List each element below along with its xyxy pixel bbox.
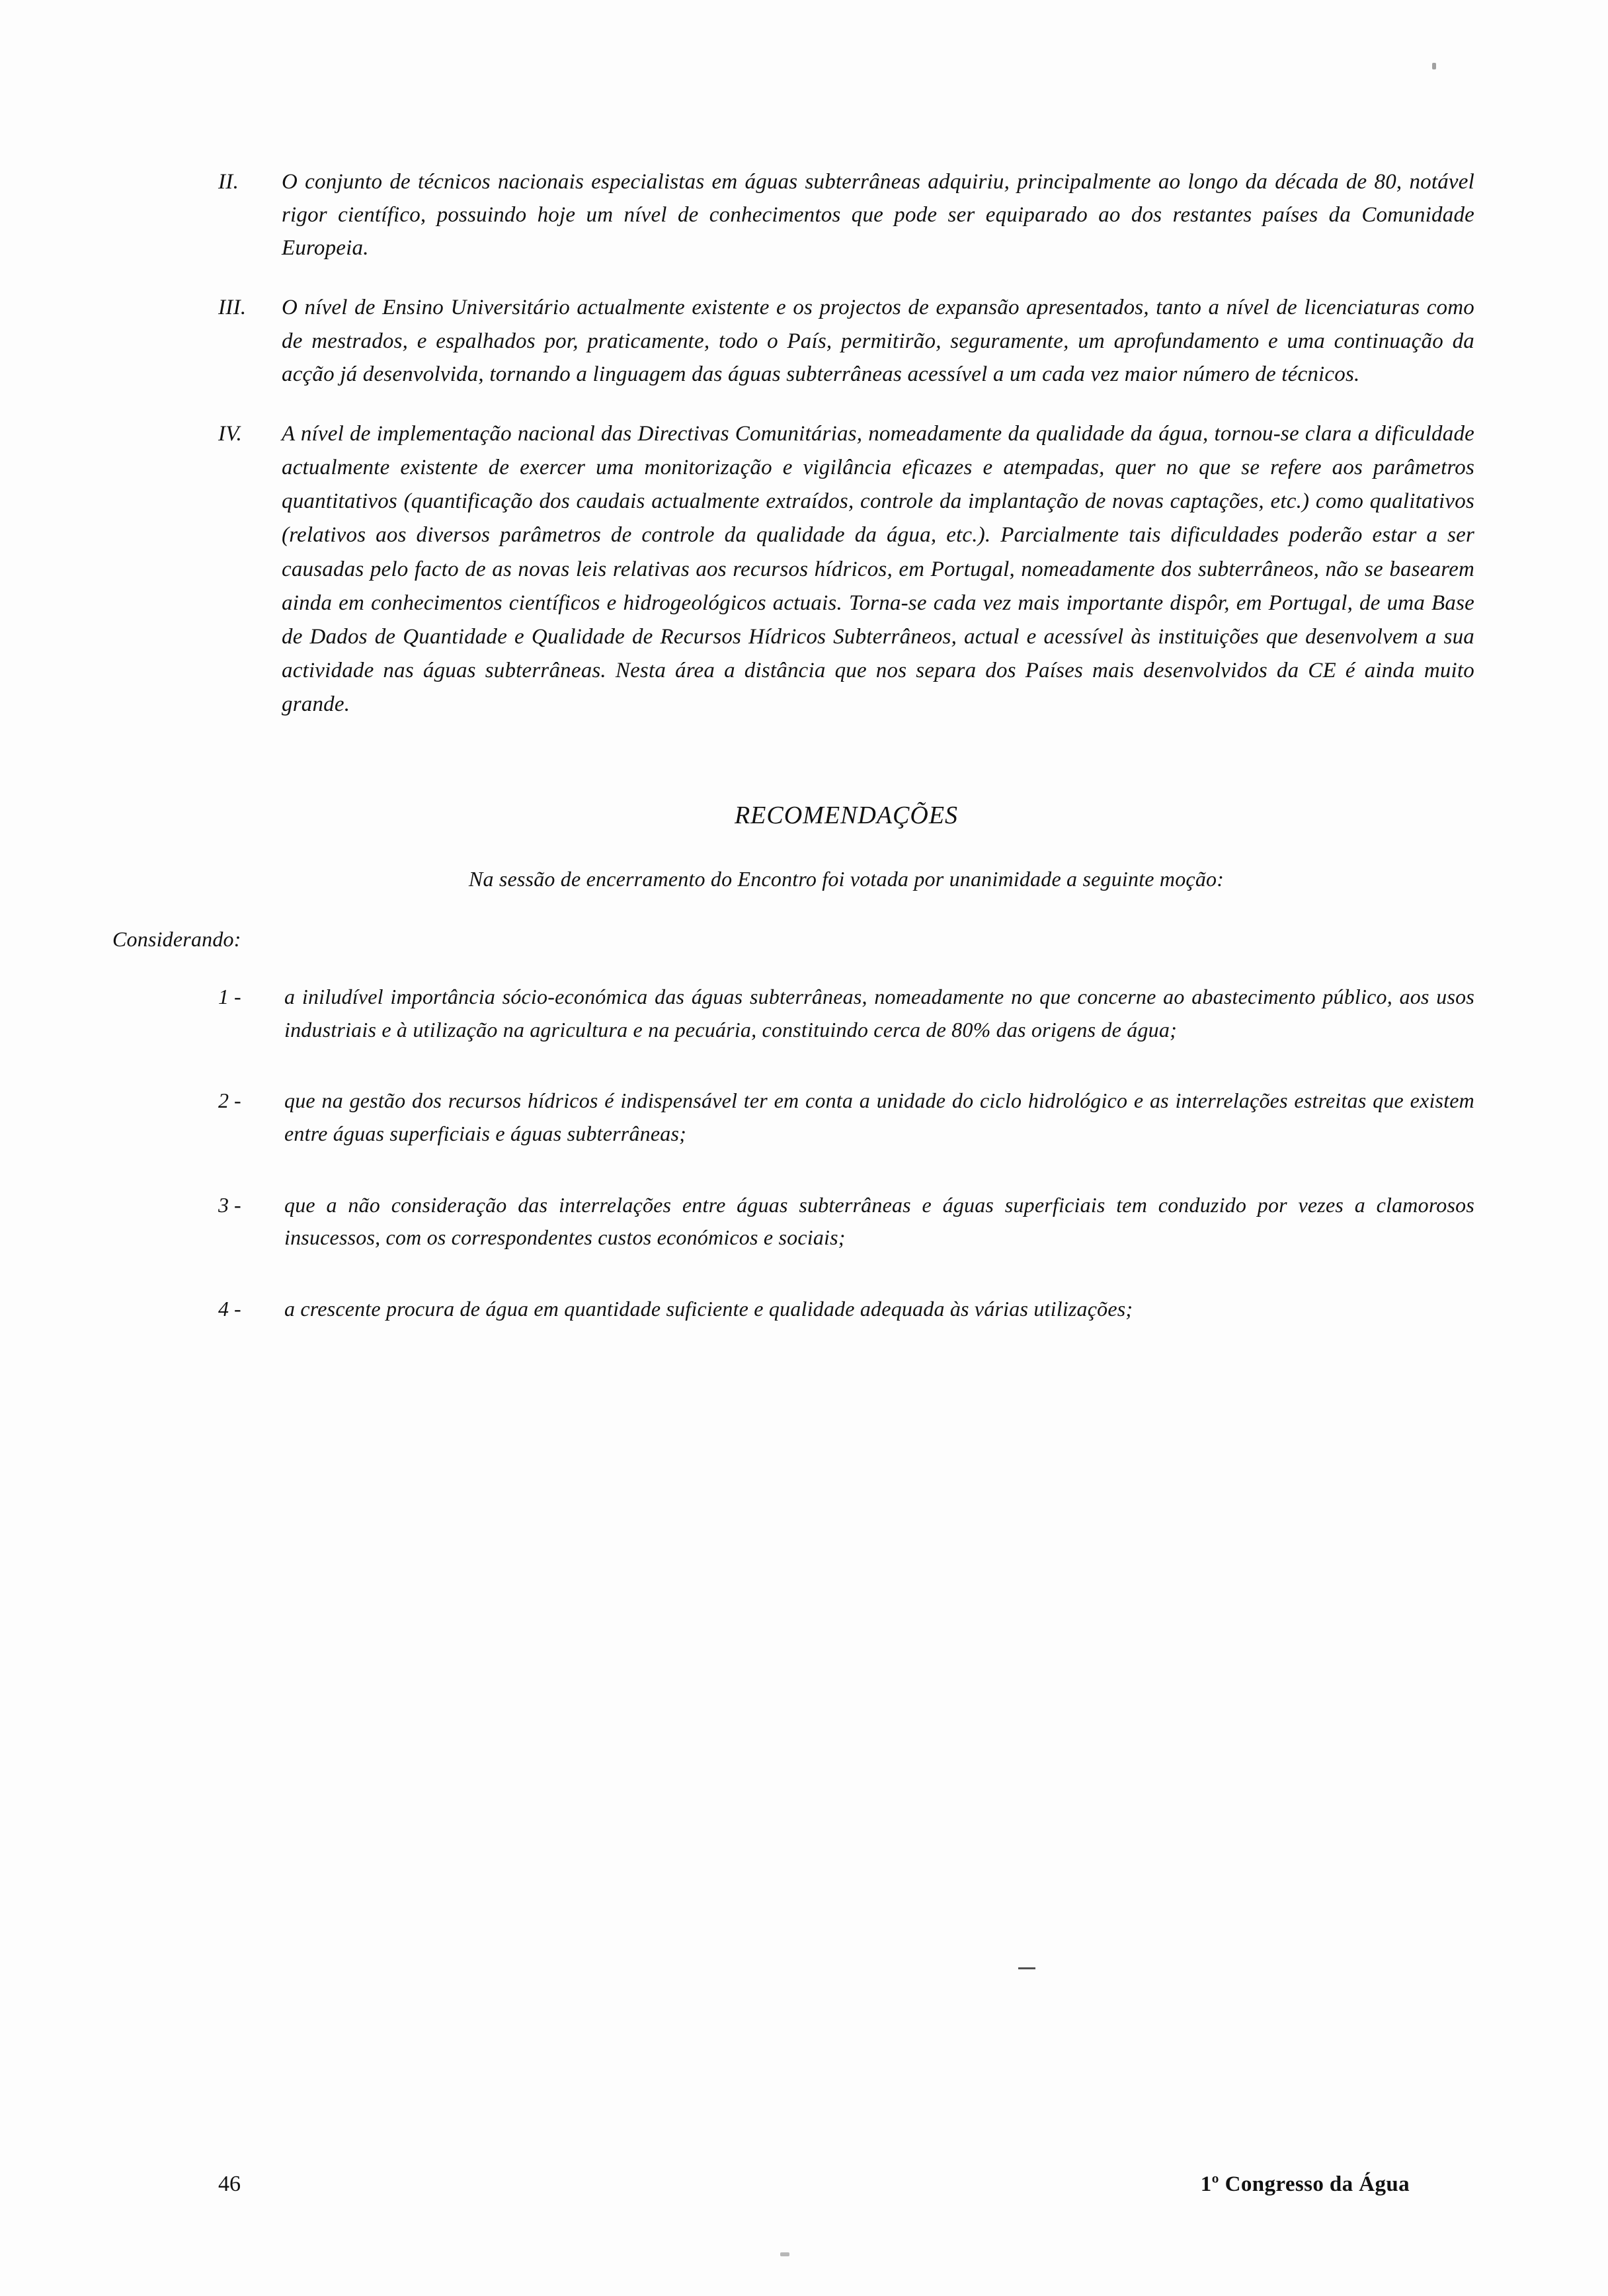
paragraph-marker: IV.	[218, 421, 243, 446]
list-item-marker: 3 -	[218, 1192, 241, 1217]
list-item	[218, 1189, 1474, 1254]
page-number: 46	[218, 2172, 241, 2196]
section-lead-text: Na sessão de encerramento do Encontro foi votada por unanimidade a seguinte moção:	[468, 867, 1225, 891]
scan-artifact-top	[1432, 63, 1436, 69]
list-item	[218, 981, 1474, 1046]
footer-conference-name: 1º Congresso da Água	[1200, 2172, 1410, 2196]
list-item-marker: 1 -	[218, 985, 241, 1009]
list-item-text: que na gestão dos recursos hídricos é indispensável ter em conta a unidade do ciclo hidrológico e as interrelações estreitas que existem entre águas superficiais e águas subterrâneas;	[284, 1088, 1474, 1145]
scan-artifact-bottom	[780, 2252, 789, 2256]
numbered-paragraph	[218, 165, 1474, 265]
paragraph-text: O nível de Ensino Universitário actualmente existente e os projectos de expansão apresentados, tanto a nível de licenciaturas como de mestrados, e espalhados por, praticamente, todo o País, permitirão, seguramente, um aprofundamento e uma continuação da acção já desenvolvida, tornando a linguagem das águas subterrâneas acessível a um cada vez maior número de técnicos.	[282, 296, 1474, 386]
list-item-text: que a não consideração das interrelações entre águas subterrâneas e águas superficiais tem conduzido por vezes a clamorosos insucessos, com os correspondentes custos económicos e sociais;	[284, 1192, 1474, 1250]
list-item	[218, 1293, 1474, 1326]
section-title: RECOMENDAÇÕES	[734, 801, 959, 830]
list-item-marker: 4 -	[218, 1296, 241, 1321]
numbered-paragraph	[218, 291, 1474, 390]
page-content	[112, 165, 1474, 1364]
paragraph-text: A nível de implementação nacional das Directivas Comunitárias, nomeadamente da qualidade da água, tornou-se clara a dificuldade actualmente existente de exercer uma monitorização e vigilância eficazes e atempadas, quer no que se refere aos parâmetros quantitativos (quantificação dos caudais actualmente extraídos, controle da implantação de novas captações, etc.) como qualitativos (relativos aos diversos parâmetros de controle da qualidade da água, etc.). Parcialmente tais dificuldades poderão estar a ser causadas pelo facto de as novas leis relativas aos recursos hídricos, em Portugal, nomeadamente dos subterrâneos, não se basearem ainda em conhecimentos científicos e hidrogeológicos actuais. Torna-se cada vez mais importante dispôr, em Portugal, de uma Base de Dados de Quantidade e Qualidade de Recursos Hídricos Subterrâneos, actual e acessível às instituições que desenvolvem a sua actividade nas águas subterrâneas. Nesta área a distância que nos separa dos Países mais desenvolvidos da CE é ainda muito grande.	[282, 421, 1474, 717]
paragraph-marker: II.	[218, 170, 239, 194]
considerando-label: Considerando:	[112, 927, 241, 952]
numbered-paragraph	[218, 417, 1474, 721]
list-item	[218, 1085, 1474, 1150]
list-item-marker: 2 -	[218, 1088, 241, 1113]
paragraph-text: O conjunto de técnicos nacionais especialistas em águas subterrâneas adquiriu, principalmente ao longo da década de 80, notável rigor científico, possuindo hoje um nível de conhecimentos que pode ser equiparado ao dos restantes países da Comunidade Europeia.	[282, 170, 1474, 261]
list-item-text: a iniludível importância sócio-económica das águas subterrâneas, nomeadamente no que concerne ao abastecimento público, aos usos industriais e à utilização na agricultura e na pecuária, constituindo cerca de 80% das origens de água;	[284, 985, 1474, 1042]
list-item-text: a crescente procura de água em quantidade suficiente e qualidade adequada às várias utilizações;	[284, 1296, 1133, 1321]
paragraph-marker: III.	[218, 296, 247, 320]
scan-artifact-dash	[1018, 1967, 1035, 1969]
page-footer	[218, 2172, 1410, 2197]
